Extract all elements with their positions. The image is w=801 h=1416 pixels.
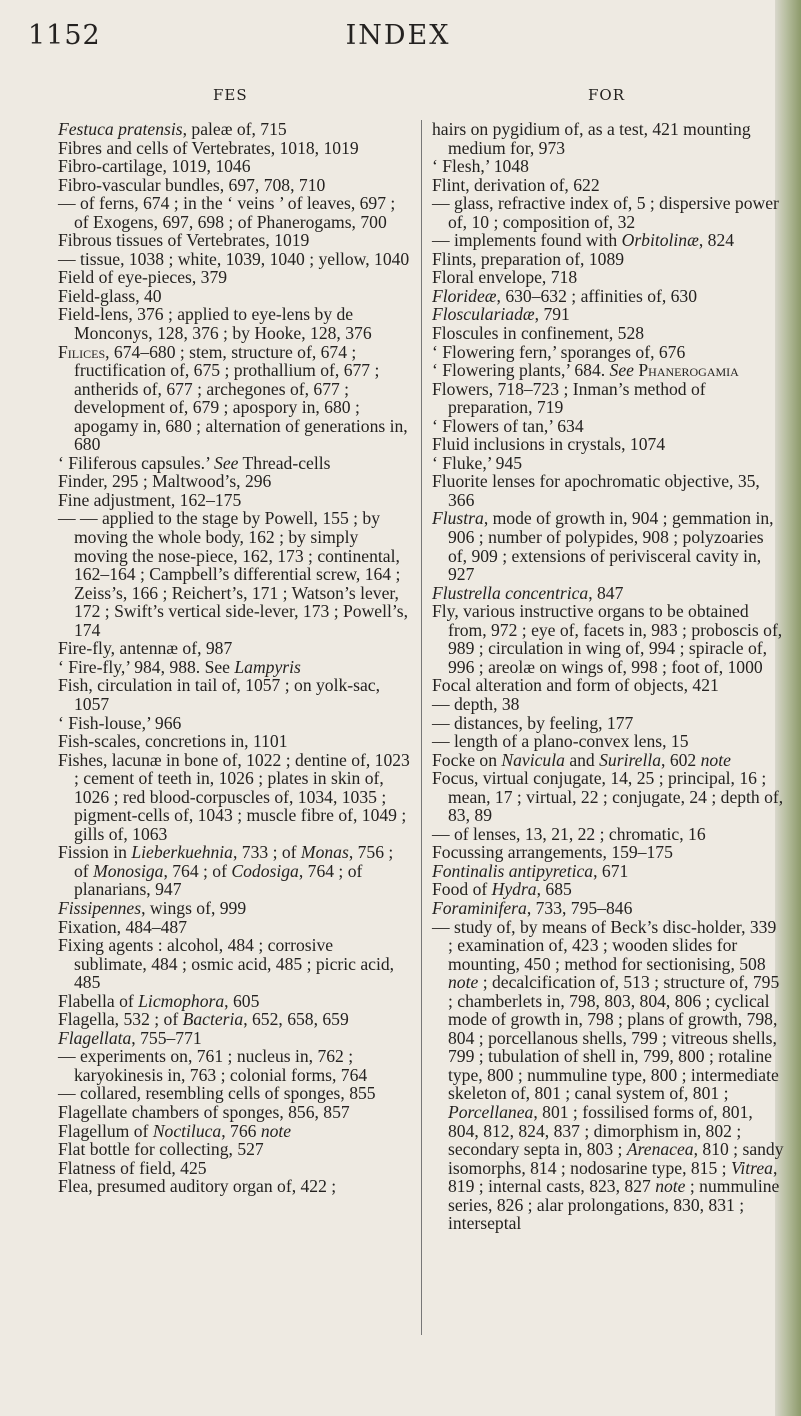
page-header xyxy=(28,20,768,60)
index-entry: — tissue, 1038 ; white, 1039, 1040 ; yellow, 1040 xyxy=(58,248,410,269)
index-entry: Flustrella concentrica, 847 xyxy=(432,582,624,603)
index-entry: ‘ Flowering fern,’ sporanges of, 676 xyxy=(432,341,686,362)
index-entry: Field-glass, 40 xyxy=(58,285,162,306)
index-entry: — glass, refractive index of, 5 ; dispersive power of, 10 ; composition of, 32 xyxy=(432,193,779,232)
index-entry: Fontinalis antipyretica, 671 xyxy=(432,860,629,881)
index-entry: Fibres and cells of Vertebrates, 1018, 1019 xyxy=(58,137,359,158)
index-entry: Flagella, 532 ; of Bacteria, 652, 658, 659 xyxy=(58,1009,349,1030)
index-entry: Fibro-cartilage, 1019, 1046 xyxy=(58,156,251,177)
index-entry: — depth, 38 xyxy=(432,693,520,714)
index-entry: — experiments on, 761 ; nucleus in, 762 ; karyokinesis in, 763 ; colonial forms, 764 xyxy=(58,1046,368,1085)
left-guide-word: FES xyxy=(213,86,248,104)
index-entry: ‘ Fluke,’ 945 xyxy=(432,452,523,473)
index-entry: ‘ Fish-louse,’ 966 xyxy=(58,712,182,733)
index-entry: ‘ Filiferous capsules.’ See Thread-cells xyxy=(58,452,331,473)
right-index-column xyxy=(432,120,784,1233)
index-entry: Flustra, mode of growth in, 904 ; gemmation in, 906 ; number of polypides, 908 ; polyzoaries of, 909 ; extensions of perivisceral cavity in, 927 xyxy=(432,508,774,585)
index-entry: Focussing arrangements, 159–175 xyxy=(432,842,673,863)
index-entry: — collared, resembling cells of sponges, 855 xyxy=(58,1083,376,1104)
index-entry: Flabella of Licmophora, 605 xyxy=(58,990,260,1011)
index-entry: Focal alteration and form of objects, 421 xyxy=(432,675,719,696)
index-entry: Flea, presumed auditory organ of, 422 ; xyxy=(58,1176,337,1197)
index-entry: Field of eye-pieces, 379 xyxy=(58,267,228,288)
index-entry: — of ferns, 674 ; in the ‘ veins ’ of leaves, 697 ; of Exogens, 697, 698 ; of Phanerogams, 700 xyxy=(58,193,396,232)
left-index-column xyxy=(58,120,410,1196)
index-entry: Fish-scales, concretions in, 1101 xyxy=(58,731,288,752)
right-guide-word: FOR xyxy=(588,86,625,104)
index-entry: Fish, circulation in tail of, 1057 ; on yolk-sac, 1057 xyxy=(58,675,381,714)
index-entry: — length of a plano-convex lens, 15 xyxy=(432,731,689,752)
index-entry: Fibrous tissues of Vertebrates, 1019 xyxy=(58,230,310,251)
index-entry: Fixation, 484–487 xyxy=(58,916,188,937)
index-entry: Flatness of field, 425 xyxy=(58,1157,207,1178)
index-entry: Finder, 295 ; Maltwood’s, 296 xyxy=(58,471,272,492)
index-entry: Fission in Lieberkuehnia, 733 ; of Monas, 756 ; of Monosiga, 764 ; of Codosiga, 764 ; of planarians, 947 xyxy=(58,842,394,900)
index-entry: — — applied to the stage by Powell, 155 ; by moving the whole body, 162 ; by simply moving the nose-piece, 162, 173 ; continental, 162–164 ; Campbell’s differential screw, 164 ; Zeiss’s, 166 ; Reichert’s, 171 ; Watson’s lever, 172 ; Swift’s vertical side-lever, 173 ; Powell’s, 174 xyxy=(58,508,409,640)
index-entry: Fluorite lenses for apochromatic objective, 35, 366 xyxy=(432,471,760,510)
index-entry: Fine adjustment, 162–175 xyxy=(58,489,242,510)
index-entry: Fibro-vascular bundles, 697, 708, 710 xyxy=(58,174,326,195)
index-entry: Flosculariadæ, 791 xyxy=(432,304,570,325)
index-entry: ‘ Fire-fly,’ 984, 988. See Lampyris xyxy=(58,656,301,677)
index-entry: — study of, by means of Beck’s disc-holder, 339 ; examination of, 423 ; wooden slides for mounting, 450 ; method for sectionising, 508 note ; decalcification of, 513 ; structure of, 795 ; chamberlets in, 798, 803, 804, 806 ; cyclical mode of growth in, 798 ; plans of growth, 798, 804 ; porcellanous shells, 799 ; vitreous shells, 799 ; tubulation of shell in, 799, 800 ; rotaline type, 800 ; nummuline type, 800 ; intermediate skeleton of, 801 ; canal system of, 801 ; Porcellanea, 801 ; fossilised forms of, 801, 804, 812, 824, 837 ; dimorphism in, 802 ; secondary septa in, 803 ; Arenacea, 810 ; sandy isomorphs, 814 ; nodosarine type, 815 ; Vitrea, 819 ; internal casts, 823, 827 note ; nummuline series, 826 ; alar prolongations, 830, 831 ; interseptal xyxy=(432,916,784,1234)
index-entry: Foraminifera, 733, 795–846 xyxy=(432,897,633,918)
page-number: 1152 xyxy=(28,20,101,51)
index-entry: Focke on Navicula and Surirella, 602 note xyxy=(432,749,731,770)
index-entry: Flints, preparation of, 1089 xyxy=(432,248,625,269)
index-entry: Filices, 674–680 ; stem, structure of, 674 ; fructification of, 675 ; prothallium of, 677 ; antherids of, 677 ; archegones of, 677 ; development of, 679 ; apospory in, 680 ; apogamy in, 680 ; alternation of generations in, 680 xyxy=(58,341,408,455)
index-entry: Fly, various instructive organs to be obtained from, 972 ; eye of, facets in, 983 ; proboscis of, 989 ; circulation in wing of, 994 ; spiracle of, 996 ; areolæ on wings of, 998 ; foot of, 1000 xyxy=(432,601,783,677)
column-divider xyxy=(421,120,422,1335)
index-entry: Fishes, lacunæ in bone of, 1022 ; dentine of, 1023 ; cement of teeth in, 1026 ; plates in skin of, 1026 ; red blood-corpuscles of, 1034, 1035 ; pigment-cells of, 1043 ; muscle fibre of, 1049 ; gills of, 1063 xyxy=(58,749,410,844)
index-entry: Festuca pratensis, paleæ of, 715 xyxy=(58,119,287,139)
index-entry: ‘ Flowering plants,’ 684. See Phanerogamia xyxy=(432,360,739,381)
index-entry: ‘ Flesh,’ 1048 xyxy=(432,156,529,177)
index-entry: Flowers, 718–723 ; Inman’s method of preparation, 719 xyxy=(432,378,706,418)
page-title: INDEX xyxy=(345,20,451,51)
index-entry: Fire-fly, antennæ of, 987 xyxy=(58,638,233,659)
index-entry: — distances, by feeling, 177 xyxy=(432,712,634,733)
index-entry: Fissipennes, wings of, 999 xyxy=(58,897,247,918)
index-entry: — implements found with Orbitolinæ, 824 xyxy=(432,230,735,251)
index-entry: Field-lens, 376 ; applied to eye-lens by de Monconys, 128, 376 ; by Hooke, 128, 376 xyxy=(58,304,372,344)
index-entry: Flagellum of Noctiluca, 766 note xyxy=(58,1120,292,1141)
index-entry: Floral envelope, 718 xyxy=(432,267,578,288)
index-entry: Fluid inclusions in crystals, 1074 xyxy=(432,434,666,455)
index-entry: Florideæ, 630–632 ; affinities of, 630 xyxy=(432,285,698,306)
index-entry: Food of Hydra, 685 xyxy=(432,879,572,900)
index-entry: ‘ Flowers of tan,’ 634 xyxy=(432,415,584,436)
index-entry: Flint, derivation of, 622 xyxy=(432,174,600,195)
index-entry: Focus, virtual conjugate, 14, 25 ; principal, 16 ; mean, 17 ; virtual, 22 ; conjugate, 24 ; depth of, 83, 89 xyxy=(432,768,784,826)
index-entry: Flagellate chambers of sponges, 856, 857 xyxy=(58,1101,350,1122)
index-entry: Floscules in confinement, 528 xyxy=(432,323,645,344)
index-entry: Flagellata, 755–771 xyxy=(58,1027,202,1048)
index-entry: Fixing agents : alcohol, 484 ; corrosive sublimate, 484 ; osmic acid, 485 ; picric acid, 485 xyxy=(58,935,395,993)
index-entry: hairs on pygidium of, as a test, 421 mounting medium for, 973 xyxy=(432,119,751,158)
index-entry: — of lenses, 13, 21, 22 ; chromatic, 16 xyxy=(432,823,706,844)
index-entry: Flat bottle for collecting, 527 xyxy=(58,1139,264,1160)
